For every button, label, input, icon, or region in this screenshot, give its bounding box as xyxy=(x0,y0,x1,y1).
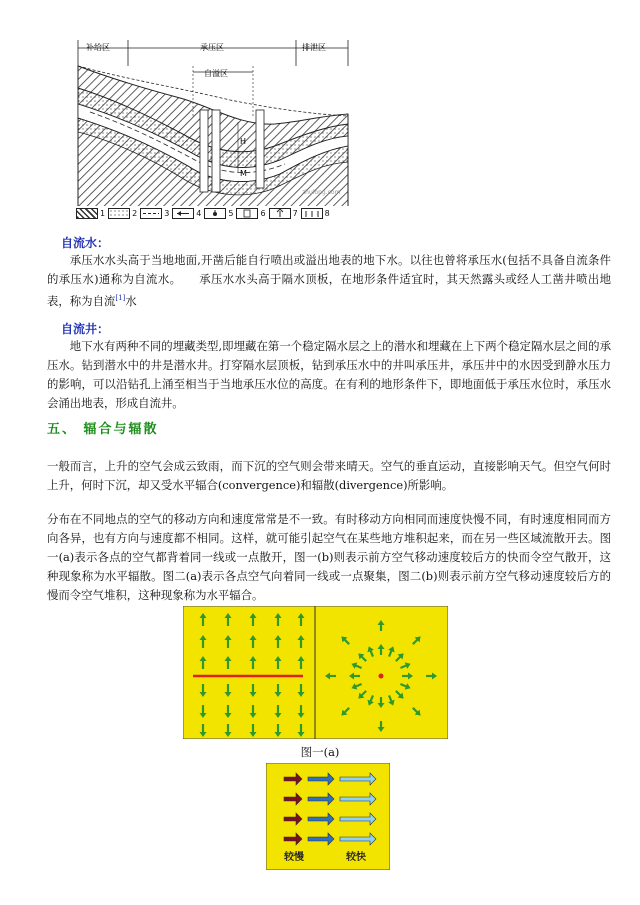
legend-item: 2 xyxy=(108,208,137,219)
artesian-well-text: 地下水有两种不同的埋藏类型,即埋藏在第一个稳定隔水层之上的潜水和埋藏在上下两个稳定隔水层之间的承压水。钻到潜水中的井是潜水井。打穿隔水层顶板，钻到承压水中的井叫承压井，承压井中的水因受到静水压力的影响，可以沿钻孔上涌至相当于当地承压水位的高度。在有利的地形条件下，即地面低于承压水位时，承压水会涌出地表，形成自流井。 xyxy=(47,339,611,410)
legend-item: 7 xyxy=(269,208,298,219)
aquifer-cross-section-diagram xyxy=(70,36,360,226)
label-faster: 较快 xyxy=(346,852,366,863)
zone-artesian-label: 自溢区 xyxy=(204,69,228,78)
zone-recharge-label: 补给区 xyxy=(86,43,110,52)
speed-divergence-figure xyxy=(266,763,390,870)
label-slower: 较慢 xyxy=(284,852,304,863)
legend-item: 3 xyxy=(140,208,169,219)
legend-item: 4 xyxy=(172,208,201,219)
figure1-caption: 图一(a) xyxy=(300,745,340,759)
watermark: zhulong.com xyxy=(302,189,341,196)
artesian-well-heading: 自流井： xyxy=(61,322,110,336)
divergence-figure xyxy=(183,606,448,739)
artesian-water-heading: 自流水： xyxy=(61,236,110,250)
divergence-figure-svg xyxy=(183,606,448,739)
legend-item: 8 xyxy=(301,208,330,219)
zone-confined-label: 承压区 xyxy=(200,43,224,52)
zone-discharge-label: 排泄区 xyxy=(302,43,326,52)
legend-item: 1 xyxy=(76,208,105,219)
reference-link[interactable]: [1] xyxy=(115,294,126,302)
paragraph-vertical-motion: 一般而言，上升的空气会成云致雨，而下沉的空气则会带来晴天。空气的垂直运动，直接影响天气。但空气何时上升，何时下沉，却又受水平辐合(convergence)和辐散(divergence)所影响。 xyxy=(47,459,611,492)
legend-item: 5 xyxy=(204,208,233,219)
section-five-heading: 五、 辐合与辐散 xyxy=(47,422,159,437)
legend-item: 6 xyxy=(236,208,265,219)
artesian-water-text: 承压水水头高于当地地面,开凿后能自行喷出或溢出地表的地下水。以往也曾将承压水(包括不具备自流条件的承压水)通称为自流水。 承压水水头高于隔水顶板，在地形条件适宜时，其天然露头或经人工凿井喷出地表，称为自流[1]水 xyxy=(47,253,611,308)
speed-divergence-figure-svg xyxy=(266,763,390,870)
cross-section-svg xyxy=(70,36,360,206)
paragraph-convergence-divergence: 分布在不同地点的空气的移动方向和速度常常是不一致。有时移动方向相同而速度快慢不同，有时速度相同而方向各异，也有方向与速度都不相同。这样，就可能引起空气在某些地方堆积起来，而在另一些区域流散开去。图一(a)表示各点的空气都背着同一线或一点散开，图一(b)则表示前方空气移动速度较后方的快而令空气散开，这种现象称为水平辐散。图二(a)表示各点空气向着同一线或一点聚集，图二(b)则表示前方空气移动速度较后方的慢而令空气堆积，这种现象称为水平辐合。 xyxy=(47,512,611,602)
label-m: M xyxy=(240,169,247,178)
label-h: H xyxy=(240,137,247,146)
diagram-legend xyxy=(76,208,330,219)
divergence-center-point xyxy=(379,674,384,679)
